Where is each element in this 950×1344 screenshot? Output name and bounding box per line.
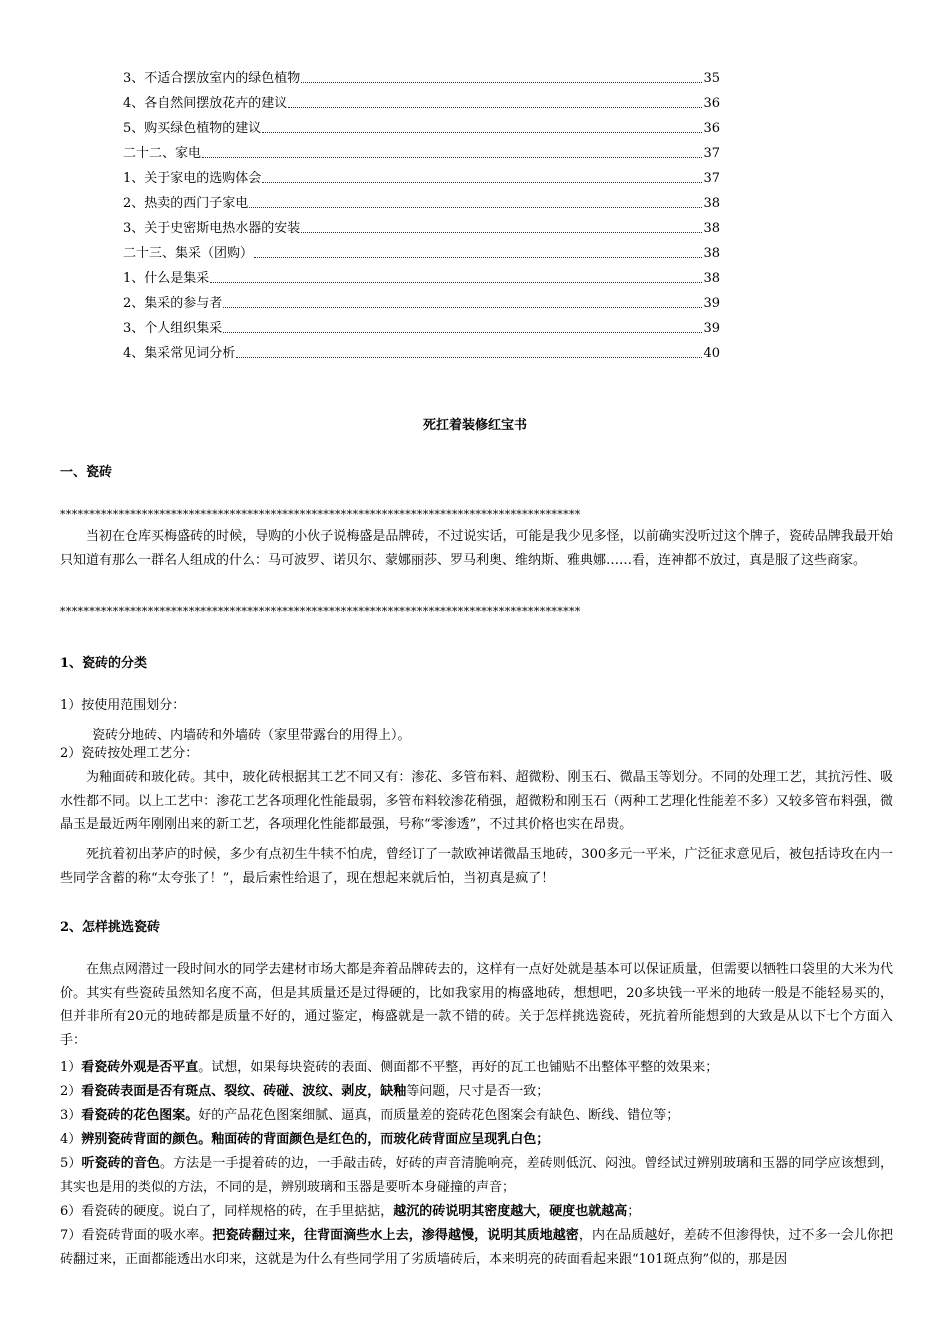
toc-entry[interactable] xyxy=(123,164,720,189)
tip-6-lead: 6）看瓷砖的硬度。说白了，同样规格的砖，在手里掂掂， xyxy=(60,1204,394,1219)
tip-7 xyxy=(60,1224,893,1271)
tip-5-bold: 听瓷砖的音色 xyxy=(81,1156,160,1171)
toc-entry-title: 3、关于史密斯电热水器的安装 xyxy=(123,221,301,236)
toc-entry-page: 35 xyxy=(703,71,720,86)
toc-dot-leader xyxy=(202,157,702,158)
toc-entry-title: 2、热卖的西门子家电 xyxy=(123,196,249,211)
toc-entry-page: 36 xyxy=(703,96,720,111)
classification-item-1-text: 瓷砖分地砖、内墙砖和外墙砖（家里带露台的用得上）。 xyxy=(92,728,411,743)
toc-entry[interactable] xyxy=(123,289,720,314)
tip-2-number: 2） xyxy=(60,1084,82,1099)
tip-3 xyxy=(60,1104,893,1128)
toc-entry-title: 二十二、家电 xyxy=(123,146,202,161)
tip-2-bold: 看瓷砖表面是否有斑点、裂纹、砖碰、波纹、剥皮，缺釉 xyxy=(81,1084,407,1099)
subsection-heading-classification: 1、瓷砖的分类 xyxy=(60,656,148,671)
toc-entry[interactable] xyxy=(123,239,720,264)
toc-entry-title: 1、什么是集采 xyxy=(123,271,210,286)
toc-entry[interactable] xyxy=(123,264,720,289)
toc-entry[interactable] xyxy=(123,139,720,164)
toc-dot-leader xyxy=(262,182,702,183)
intro-paragraph: 当初在仓库买梅盛砖的时候，导购的小伙子说梅盛是品牌砖，不过说实话，可能是我少见多怪，以前确实没听过这个牌子，瓷砖品牌我最开始只知道有那么一群名人组成的什么：马可波罗、诺贝尔、蒙娜丽莎、罗马利奥、维纳斯、雅典娜……看，连神都不放过，真是服了这些商家。 xyxy=(60,529,893,568)
toc-dot-leader xyxy=(223,307,702,308)
toc-dot-leader xyxy=(288,107,702,108)
tip-6 xyxy=(60,1200,893,1224)
toc-entry[interactable] xyxy=(123,314,720,339)
toc-entry-title: 2、集采的参与者 xyxy=(123,296,223,311)
tip-1-text: 。试想，如果每块瓷砖的表面、侧面都不平整，再好的瓦工也铺贴不出整体平整的效果来； xyxy=(198,1060,719,1075)
toc-dot-leader xyxy=(236,357,702,358)
tip-1-bold: 看瓷砖外观是否平直 xyxy=(81,1060,199,1075)
subsection-heading-selection: 2、怎样挑选瓷砖 xyxy=(60,920,161,935)
toc-entry-title: 5、购买绿色植物的建议 xyxy=(123,121,262,136)
toc-dot-leader xyxy=(223,332,702,333)
tip-1-number: 1） xyxy=(60,1060,82,1075)
classification-item-2: 2）瓷砖按处理工艺分： xyxy=(60,746,199,761)
tip-7-text: ，内在品质越好，差砖不但渗得快，过不多一会儿你把砖翻过来，正面都能透出水印来，这就是为什么有些同学用了劣质墙砖后，本来明亮的砖面看起来跟“101斑点狗”似的，那是因 xyxy=(60,1228,893,1267)
tip-4 xyxy=(60,1128,893,1152)
tip-1 xyxy=(60,1056,893,1080)
tip-5 xyxy=(60,1152,893,1199)
toc-entry-page: 38 xyxy=(703,221,720,236)
toc-entry-title: 3、不适合摆放室内的绿色植物 xyxy=(123,71,301,86)
tip-3-text: 好的产品花色图案细腻、逼真，而质量差的瓷砖花色图案会有缺色、断线、错位等； xyxy=(198,1108,680,1123)
toc-entry-page: 39 xyxy=(703,321,720,336)
tip-3-bold: 看瓷砖的花色图案。 xyxy=(81,1108,199,1123)
toc-entry-page: 36 xyxy=(703,121,720,136)
tip-6-bold: 越沉的砖说明其密度越大，硬度也就越高 xyxy=(393,1204,628,1219)
table-of-contents xyxy=(123,64,720,364)
toc-entry-page: 38 xyxy=(703,246,720,261)
toc-entry[interactable] xyxy=(123,64,720,89)
tip-3-number: 3） xyxy=(60,1108,82,1123)
toc-entry-title: 二十三、集采（团购） xyxy=(123,246,254,261)
tip-2 xyxy=(60,1080,893,1104)
toc-entry-page: 37 xyxy=(703,171,720,186)
tip-5-number: 5） xyxy=(60,1156,82,1171)
tip-7-bold: 把瓷砖翻过来，往背面滴些水上去，渗得越慢，说明其质地越密 xyxy=(212,1228,579,1243)
tip-4-bold: 辨别瓷砖背面的颜色。釉面砖的背面颜色是红色的，而玻化砖背面应呈现乳白色； xyxy=(81,1132,550,1147)
toc-entry-page: 38 xyxy=(703,271,720,286)
toc-entry-page: 40 xyxy=(703,346,720,361)
toc-dot-leader xyxy=(254,257,702,258)
toc-entry-page: 37 xyxy=(703,146,720,161)
toc-entry-title: 4、各自然间摆放花卉的建议 xyxy=(123,96,288,111)
toc-dot-leader xyxy=(210,282,702,283)
star-divider-bottom: ***************************************************************************************** xyxy=(60,605,581,618)
toc-entry-title: 4、集采常见词分析 xyxy=(123,346,236,361)
toc-dot-leader xyxy=(262,132,702,133)
tip-7-lead: 7）看瓷砖背面的吸水率。 xyxy=(60,1228,213,1243)
toc-entry-title: 3、个人组织集采 xyxy=(123,321,223,336)
tip-5-text: 。方法是一手提着砖的边，一手敲击砖，好砖的声音清脆响亮，差砖则低沉、闷浊。曾经试过辨别玻璃和玉器的同学应该想到，其实也是用的类似的方法，不同的是，辨别玻璃和玉器是要听本身碰撞的声音； xyxy=(60,1156,893,1195)
toc-dot-leader xyxy=(249,207,702,208)
tip-4-number: 4） xyxy=(60,1132,82,1147)
tip-2-text: 等问题，尺寸是否一致； xyxy=(406,1084,550,1099)
toc-entry-page: 38 xyxy=(703,196,720,211)
anecdote-paragraph: 死抗着初出茅庐的时候，多少有点初生牛犊不怕虎，曾经订了一款欧神诺微晶玉地砖，300多元一平米，广泛征求意见后，被包括诗玫在内一些同学含蓄的称“太夸张了！”，最后索性给退了，现在想起来就后怕，当初真是疯了！ xyxy=(60,847,893,886)
star-divider-top: ***************************************************************************************** xyxy=(60,508,581,521)
toc-entry[interactable] xyxy=(123,214,720,239)
toc-entry[interactable] xyxy=(123,339,720,364)
tip-6-text: ； xyxy=(627,1204,641,1219)
document-title: 死扛着装修红宝书 xyxy=(422,418,527,433)
toc-entry[interactable] xyxy=(123,89,720,114)
classification-item-2-text: 为釉面砖和玻化砖。其中，玻化砖根据其工艺不同又有：渗花、多管布料、超微粉、刚玉石、微晶玉等划分。不同的处理工艺，其抗污性、吸水性都不同。以上工艺中：渗花工艺各项理化性能最弱，多管布料较渗花稍强，超微粉和刚玉石（两种工艺理化性能差不多）又较多管布料强，微晶玉是最近两年刚刚出来的新工艺，各项理化性能都最强，号称“零渗透”，不过其价格也实在昂贵。 xyxy=(60,770,893,832)
classification-item-1: 1）按使用范围划分： xyxy=(60,698,186,713)
toc-entry[interactable] xyxy=(123,114,720,139)
selection-intro-paragraph: 在焦点网潜过一段时间水的同学去建材市场大都是奔着品牌砖去的，这样有一点好处就是基本可以保证质量，但需要以牺牲口袋里的大米为代价。其实有些瓷砖虽然知名度不高，但是其质量还是过得硬的，比如我家用的梅盛地砖，想想吧，20多块钱一平米的地砖一般是不能轻易买的，但并非所有20元的地砖都是质量不好的，通过鉴定，梅盛就是一款不错的砖。关于怎样挑选瓷砖，死抗着所能想到的大致是从以下七个方面入手： xyxy=(60,962,893,1048)
toc-entry-page: 39 xyxy=(703,296,720,311)
toc-dot-leader xyxy=(301,232,702,233)
toc-entry-title: 1、关于家电的选购体会 xyxy=(123,171,262,186)
toc-dot-leader xyxy=(301,82,702,83)
toc-entry[interactable] xyxy=(123,189,720,214)
section-heading-tiles: 一、瓷砖 xyxy=(60,465,113,480)
